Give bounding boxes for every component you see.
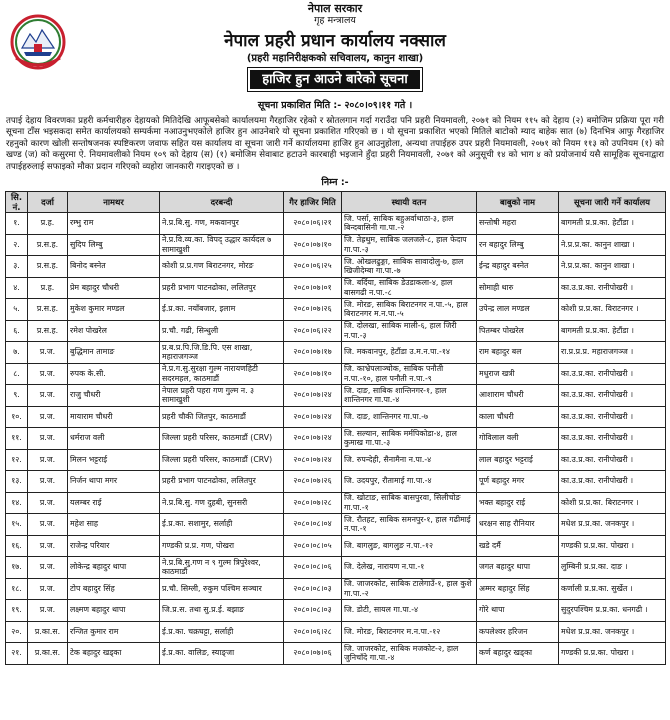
table-cell: का.उ.प्र.का. रानीपोखरी । bbox=[559, 363, 666, 385]
table-cell: २०८०।०८।०४ bbox=[284, 514, 342, 536]
table-cell: प्र.ज. bbox=[28, 428, 68, 450]
table-cell: प्र.स.ह. bbox=[28, 256, 68, 278]
table-cell: ईन्द्र बहादुर बस्नेत bbox=[477, 256, 559, 278]
table-cell: प्र.ज. bbox=[28, 363, 68, 385]
table-row bbox=[6, 600, 666, 622]
table-cell: २. bbox=[6, 234, 28, 256]
table-row bbox=[6, 256, 666, 278]
table-cell: प्र.ज. bbox=[28, 600, 68, 622]
table-cell: प्र.ज. bbox=[28, 449, 68, 471]
table-cell: जि. दाङ, शान्तिनगर गा.पा.-७ bbox=[342, 406, 477, 428]
table-cell: अम्मर बहादुर सिंह bbox=[477, 578, 559, 600]
table-row bbox=[6, 320, 666, 342]
table-cell: प्र.स.ह. bbox=[28, 234, 68, 256]
table-row bbox=[6, 213, 666, 235]
table-row bbox=[6, 449, 666, 471]
table-cell: १८. bbox=[6, 578, 28, 600]
table-cell: निर्जन थापा मगर bbox=[68, 471, 160, 493]
table-cell: रम्भु राम bbox=[68, 213, 160, 235]
table-cell: लोकेन्द्र बहादुर थापा bbox=[68, 557, 160, 579]
table-cell: सुदुरपश्चिम प्र.प्र.का. धनगढी । bbox=[559, 600, 666, 622]
table-cell: गोविलाल वली bbox=[477, 428, 559, 450]
table-cell: २०८०।०७।२४ bbox=[284, 406, 342, 428]
table-cell: राजु चौधरी bbox=[68, 385, 160, 407]
table-cell: जि. बर्दिया, साबिक डेउडाकला-४, हाल बासगढी न.पा.-८ bbox=[342, 277, 477, 299]
table-cell: ७. bbox=[6, 342, 28, 364]
table-cell: जि. काभ्रेपलाञ्चोक, साबिक पनौती न.पा.-१०, हाल पनौती न.पा.-९ bbox=[342, 363, 477, 385]
table-cell: प्रहरी प्रभाग पाटनढोका, ललितपुर bbox=[160, 471, 284, 493]
table-cell: कोशी प्र.प्र.का. बिराटनगर । bbox=[559, 492, 666, 514]
col-header: स्थायी वतन bbox=[342, 192, 477, 213]
table-cell: २०८०।०७।२६ bbox=[284, 471, 342, 493]
table-cell: यलम्बर राई bbox=[68, 492, 160, 514]
table-cell: ९. bbox=[6, 385, 28, 407]
table-cell: ६. bbox=[6, 320, 28, 342]
table-cell: राजेन्द्र परियार bbox=[68, 535, 160, 557]
col-header: सि. नं. bbox=[6, 192, 28, 213]
table-cell: टोप बहादुर सिंह bbox=[68, 578, 160, 600]
table-cell: गण्डकी प्र.प्र.का. पोखरा । bbox=[559, 535, 666, 557]
table-cell: भक्त बहादुर राई bbox=[477, 492, 559, 514]
table-row bbox=[6, 234, 666, 256]
table-cell: प्रेम बहादुर चौधरी bbox=[68, 277, 160, 299]
table-cell: प्र.चौ. गढी, सिन्धुली bbox=[160, 320, 284, 342]
table-row bbox=[6, 277, 666, 299]
table-cell: २०८०।०६।२२ bbox=[284, 320, 342, 342]
table-cell: २०८०।०८।०३ bbox=[284, 600, 342, 622]
table-cell: १२. bbox=[6, 449, 28, 471]
table-cell: बिनोद बस्नेत bbox=[68, 256, 160, 278]
table-cell: प्र.ज. bbox=[28, 406, 68, 428]
table-cell: जि. सल्यान, साबिक मर्मपिकोडा-४, हाल कुमाख गा.पा.-३ bbox=[342, 428, 477, 450]
table-cell: धर्मराज वली bbox=[68, 428, 160, 450]
table-cell: १. bbox=[6, 213, 28, 235]
table-cell: सोमाही थारु bbox=[477, 277, 559, 299]
table-row bbox=[6, 621, 666, 643]
table-row bbox=[6, 578, 666, 600]
table-cell: २०८०।०७।१० bbox=[284, 363, 342, 385]
table-row bbox=[6, 643, 666, 665]
table-cell: ८. bbox=[6, 363, 28, 385]
table-cell: जि. देलेख, नारायण न.पा.-१ bbox=[342, 557, 477, 579]
table-cell: जि. खोटाङ, साबिक बासपुरवा, सिलीचोङ गा.पा.-१ bbox=[342, 492, 477, 514]
col-header: दरबन्दी bbox=[160, 192, 284, 213]
table-cell: जि. डोटी, सायल गा.पा.-४ bbox=[342, 600, 477, 622]
table-cell: मधेश प्र.प्र.का. जनकपुर । bbox=[559, 514, 666, 536]
col-header: बाबुको नाम bbox=[477, 192, 559, 213]
table-cell: ने.प्र.ग.सु.सुरक्षा गुल्म नारायणहिटी सदरमहल, काठमाडौं bbox=[160, 363, 284, 385]
table-cell: लाल बहादुर भट्टराई bbox=[477, 449, 559, 471]
table-cell: जि. मोरङ, साबिक बिराटनगर न.पा.-५, हाल बिराटनगर म.न.पा.-५ bbox=[342, 299, 477, 321]
table-cell: मायाराम चौधरी bbox=[68, 406, 160, 428]
table-cell: २१. bbox=[6, 643, 28, 665]
notice-date: सूचना प्रकाशित मिति :- २०८०।०९।११ गते । bbox=[257, 100, 413, 111]
table-cell: २०८०।०७।२८ bbox=[284, 492, 342, 514]
table-cell: २०८०।०७।०१ bbox=[284, 277, 342, 299]
table-cell: ई.प्र.का. सशामुर, सर्लाही bbox=[160, 514, 284, 536]
table-header-row bbox=[6, 192, 666, 213]
table-cell: का.उ.प्र.का. रानीपोखरी । bbox=[559, 428, 666, 450]
table-cell: १६. bbox=[6, 535, 28, 557]
table-cell: कर्ण बहादुर खड्का bbox=[477, 643, 559, 665]
table-cell: जि. जाजरकोट, साबिक मजकोट-२, हाल जुनिचाँदे गा.पा.-४ bbox=[342, 643, 477, 665]
table-cell: पूर्ण बहादुर मगर bbox=[477, 471, 559, 493]
table-cell: २०८०।०८।०५ bbox=[284, 535, 342, 557]
table-cell: प्र.ज. bbox=[28, 492, 68, 514]
table-cell: मुकेश कुमार मण्डल bbox=[68, 299, 160, 321]
table-cell: २०८०।०६।२५ bbox=[284, 256, 342, 278]
table-cell: प्रहरी चौकी जितपुर, काठमाडौं bbox=[160, 406, 284, 428]
table-cell: ५. bbox=[6, 299, 28, 321]
table-cell: जि. उदयपुर, रौतामाई गा.पा.-४ bbox=[342, 471, 477, 493]
table-cell: १४. bbox=[6, 492, 28, 514]
table-cell: मिलन भट्टराई bbox=[68, 449, 160, 471]
table-row bbox=[6, 471, 666, 493]
table-cell: जि. रौतहट, साबिक समनपुर-१, हाल गढीमाई न.पा.-१ bbox=[342, 514, 477, 536]
table-cell: का.उ.प्र.का. रानीपोखरी । bbox=[559, 406, 666, 428]
table-cell: प्र.का.स. bbox=[28, 643, 68, 665]
table-cell: कर्णाली प्र.प्र.का. सुर्खेत । bbox=[559, 578, 666, 600]
table-cell: प्र.चौ. सिम्ली, रुकुम पश्चिम सञ्चार bbox=[160, 578, 284, 600]
table-cell: जि.प्र.स. तथा सु.प्र.ई. बझाङ bbox=[160, 600, 284, 622]
table-cell: रमेश पोखरेल bbox=[68, 320, 160, 342]
notice-banner: हाजिर हुन आउने बारेको सूचना bbox=[248, 68, 422, 91]
table-cell: २०८०।०७।२४ bbox=[284, 449, 342, 471]
table-cell: जि. जाजरकोट, साबिक टालेगाउँ-१, हाल कुशे गा.पा.-२ bbox=[342, 578, 477, 600]
table-cell: रन बहादुर लिम्बु bbox=[477, 234, 559, 256]
col-header: सूचना जारी गर्ने कार्यालय bbox=[559, 192, 666, 213]
table-cell: जिल्ला प्रहरी परिसर, काठमाडौं (CRV) bbox=[160, 449, 284, 471]
table-cell: २०८०।०७।२६ bbox=[284, 299, 342, 321]
table-cell: २०८०।०७।२४ bbox=[284, 385, 342, 407]
table-cell: ने.प्र.प्र.का. कानुन शाखा । bbox=[559, 234, 666, 256]
table-cell: मधुराज खत्री bbox=[477, 363, 559, 385]
table-cell: जि. मोरङ, बिराटनगर म.न.पा.-१२ bbox=[342, 621, 477, 643]
table-row bbox=[6, 406, 666, 428]
office-title: नेपाल प्रहरी प्रधान कार्यालय नक्साल bbox=[224, 31, 446, 51]
table-cell: महेश साह bbox=[68, 514, 160, 536]
table-cell: प्र.ज. bbox=[28, 342, 68, 364]
col-header: नामथर bbox=[68, 192, 160, 213]
table-cell: ने.प्र.बि.सु. गण, मकवानपुर bbox=[160, 213, 284, 235]
table-row bbox=[6, 363, 666, 385]
table-cell: जि. दाङ, साबिक शान्तिनगर-१, हाल शान्तिनगर गा.पा.-४ bbox=[342, 385, 477, 407]
table-cell: प्र.ज. bbox=[28, 471, 68, 493]
table-cell: का.उ.प्र.का. रानीपोखरी । bbox=[559, 385, 666, 407]
table-cell: उपेन्द्र लाल मण्डल bbox=[477, 299, 559, 321]
table-cell: २०८०।०६।२१ bbox=[284, 213, 342, 235]
table-cell: बुद्धिमान तामाङ bbox=[68, 342, 160, 364]
table-cell: लक्ष्मण बहादुर थापा bbox=[68, 600, 160, 622]
table-cell: ३. bbox=[6, 256, 28, 278]
table-cell: २०८०।०७।२४ bbox=[284, 428, 342, 450]
table-cell: २०८०।०७।०६ bbox=[284, 643, 342, 665]
table-row bbox=[6, 535, 666, 557]
table-cell: जगत बहादुर थापा bbox=[477, 557, 559, 579]
table-cell: जिल्ला प्रहरी परिसर, काठमाडौं (CRV) bbox=[160, 428, 284, 450]
table-row bbox=[6, 342, 666, 364]
table-cell: ११. bbox=[6, 428, 28, 450]
table-cell: लुम्बिनी प्र.प्र.का. दाङ । bbox=[559, 557, 666, 579]
table-cell: कपलेश्वर हरिजन bbox=[477, 621, 559, 643]
table-cell: ई.प्र.का. वालिङ, स्याङ्जा bbox=[160, 643, 284, 665]
table-cell: का.उ.प्र.का. रानीपोखरी । bbox=[559, 471, 666, 493]
table-row bbox=[6, 428, 666, 450]
ministry-title: गृह मन्त्रालय bbox=[314, 15, 356, 26]
table-cell: काला चौधरी bbox=[477, 406, 559, 428]
table-row bbox=[6, 557, 666, 579]
govt-title: नेपाल सरकार bbox=[307, 2, 363, 15]
table-row bbox=[6, 385, 666, 407]
table-cell: मधेश प्र.प्र.का. जनकपुर । bbox=[559, 621, 666, 643]
table-cell: प्रहरी प्रभाग पाटनढोका, ललितपुर bbox=[160, 277, 284, 299]
table-cell: बागमती प्र.प्र.का. हेटौंडा । bbox=[559, 320, 666, 342]
table-cell: गोरे थापा bbox=[477, 600, 559, 622]
table-cell: ४. bbox=[6, 277, 28, 299]
table-cell: धरक्षन साह रौनियार bbox=[477, 514, 559, 536]
table-cell: बागमती प्र.प्र.का. हेटौंडा । bbox=[559, 213, 666, 235]
col-header: गैर हाजिर मिति bbox=[284, 192, 342, 213]
col-header: दर्जा bbox=[28, 192, 68, 213]
table-cell: १३. bbox=[6, 471, 28, 493]
table-cell: प्र.ज. bbox=[28, 535, 68, 557]
notice-body: तपाई देहाय विवरणका प्रहरी कर्मचारीहरु देहायको मितिदेखि आफूबसेको कार्यालयमा गैरहाजिर रहेको र स्रोतलगान गर्दा गराउँदा पनि प्रहरी नियमावली, २०७१ को नियम ११५ को देहाय (२) बमोजिम प्रक्रिया पूरा गरी सूचना टाँस भइसकदा समेत कार्यालयको सम्पर्कमा नआउनुभएकोले हाजिर हुन आउनेबारे यो सूचना प्रकाशित गरिएको छ । यो सूचना प्रकाशित भएको मितिले बाटोको म्याद बाहेक सात (७) दिनभित्र आफु गैरहाजिर रहनुको कारण खोली सन्तोषजनक स्पष्टिकरण जवाफ सहित यस कार्यालय वा सूचना जारी गर्ने कार्यालयमा हाजिर हुन आउनुहोला, अन्यथा तपाईहरु उपर प्रहरी नियमावली, २०७१ को नियम ११३ को उपनियम (१) को खण्ड (ज) को कसुरमा ऐ. नियमावलीको नियम १०९ को देहाय (स) (१) बमोजिम सेवाबाट हटाउने कारबाही भइजाने हुँदा प्रहरी नियमावली, २०७१ को अनुसूची १४ को भाग ४ को प्रयोजनार्थ यसै सामूहिक सूचनाद्वारा तपाईहरुलाई सफाइको मौका प्रदान गरिएको व्यहोरा जानकारी गराइएको छ । bbox=[6, 116, 664, 172]
table-cell: ई.प्र.का. चक्रघट्टा, सर्लाही bbox=[160, 621, 284, 643]
table-cell: २०८०।०८।०३ bbox=[284, 578, 342, 600]
table-cell: जि. ओखलढुङ्गा, साबिक सावादोलु-७, हाल खिजीदेम्बा गा.पा.-७ bbox=[342, 256, 477, 278]
table-cell: जि. दोलखा, साबिक माली-६, हाल जिरी न.पा.-३ bbox=[342, 320, 477, 342]
table-cell: गण्डकी प्र.प्र. गण, पोखरा bbox=[160, 535, 284, 557]
table-cell: गण्डकी प्र.प्र.का. पोखरा । bbox=[559, 643, 666, 665]
table-cell: प्र.ह. bbox=[28, 277, 68, 299]
table-body bbox=[6, 213, 666, 665]
table-cell: प्र.ज. bbox=[28, 578, 68, 600]
table-cell: ई.प्र.का. नयाँबजार, इलाम bbox=[160, 299, 284, 321]
absentee-table bbox=[5, 191, 666, 665]
table-cell: का.उ.प्र.का. रानीपोखरी । bbox=[559, 277, 666, 299]
list-heading: निम्न :- bbox=[321, 177, 349, 189]
table-row bbox=[6, 492, 666, 514]
table-cell: प्र.ज. bbox=[28, 385, 68, 407]
page-header bbox=[0, 0, 670, 98]
table-cell: टेक बहादुर खड्का bbox=[68, 643, 160, 665]
table-cell: जि. बागलुङ, बागलुङ न.पा.-१२ bbox=[342, 535, 477, 557]
table-cell: ने.प्र.वि.व्य.का. विपद् उद्धार कार्यदल ७ सामाखुशी bbox=[160, 234, 284, 256]
table-cell: ने.प्र.बि.सु. गण दुहबी, सुनसरी bbox=[160, 492, 284, 514]
table-row bbox=[6, 299, 666, 321]
table-cell: जि. तेह्रथुम, साबिक जलजले-८, हाल फेदाप गा.पा.-३ bbox=[342, 234, 477, 256]
table-cell: जि. पर्सा, साबिक बहुअर्वाथाठा-३, हाल बिन्दबासिनी गा.पा.-२ bbox=[342, 213, 477, 235]
table-cell: १७. bbox=[6, 557, 28, 579]
office-subtitle: (प्रहरी महानिरीक्षकको सचिवालय, कानुन शाखा) bbox=[246, 53, 424, 64]
table-cell: खडे दर्मै bbox=[477, 535, 559, 557]
table-cell: २०८०।०७।१० bbox=[284, 234, 342, 256]
table-row bbox=[6, 514, 666, 536]
table-cell: २०८०।०६।२८ bbox=[284, 621, 342, 643]
table-cell: १५. bbox=[6, 514, 28, 536]
table-cell: कोशी प्र.प्र.गण बिराटनगर, मोरङ bbox=[160, 256, 284, 278]
table-cell: १०. bbox=[6, 406, 28, 428]
table-cell: प्र.स.ह. bbox=[28, 320, 68, 342]
table-cell: प्र.का.स. bbox=[28, 621, 68, 643]
table-cell: सन्तोषी महरा bbox=[477, 213, 559, 235]
table-cell: नेपाल प्रहरी पहरा गण गुल्म न. ३ सामाखुशी bbox=[160, 385, 284, 407]
table-cell: प्र.ह. bbox=[28, 213, 68, 235]
table-cell: प्र.स.ह. bbox=[28, 299, 68, 321]
table-cell: का.उ.प्र.का. रानीपोखरी । bbox=[559, 449, 666, 471]
table-cell: १९. bbox=[6, 600, 28, 622]
table-cell: रन्जित कुमार राम bbox=[68, 621, 160, 643]
table-cell: ने.प्र.प्र.का. कानुन शाखा । bbox=[559, 256, 666, 278]
table-cell: सुदिप लिम्बु bbox=[68, 234, 160, 256]
table-cell: आशाराम चौधरी bbox=[477, 385, 559, 407]
table-cell: जि. मकवानपुर, हेटौंडा उ.म.न.पा.-१४ bbox=[342, 342, 477, 364]
table-cell: ने.प्र.बि.सु.गण न ९ गुल्म त्रिपुरेश्वर, काठमाडौं bbox=[160, 557, 284, 579]
table-cell: जि. रुपन्देही, सैनामैना न.पा.-४ bbox=[342, 449, 477, 471]
table-cell: पितम्बर पोखरेल bbox=[477, 320, 559, 342]
table-cell: प्र.ज. bbox=[28, 514, 68, 536]
table-cell: प्र.ज. bbox=[28, 557, 68, 579]
table-cell: प्र.ब.प्र.पि.जि.डि.पि. एस शाखा, महाराजगञ्ज bbox=[160, 342, 284, 364]
table-cell: कोशी प्र.प्र.का. विराटनगर । bbox=[559, 299, 666, 321]
table-cell: २०. bbox=[6, 621, 28, 643]
table-cell: राम बहादुर बल bbox=[477, 342, 559, 364]
table-cell: रुपक के.सी. bbox=[68, 363, 160, 385]
table-cell: रा.प्र.प्र.प्र. महाराजगञ्ज । bbox=[559, 342, 666, 364]
table-cell: २०८०।०७।१७ bbox=[284, 342, 342, 364]
table-cell: २०८०।०८।०६ bbox=[284, 557, 342, 579]
